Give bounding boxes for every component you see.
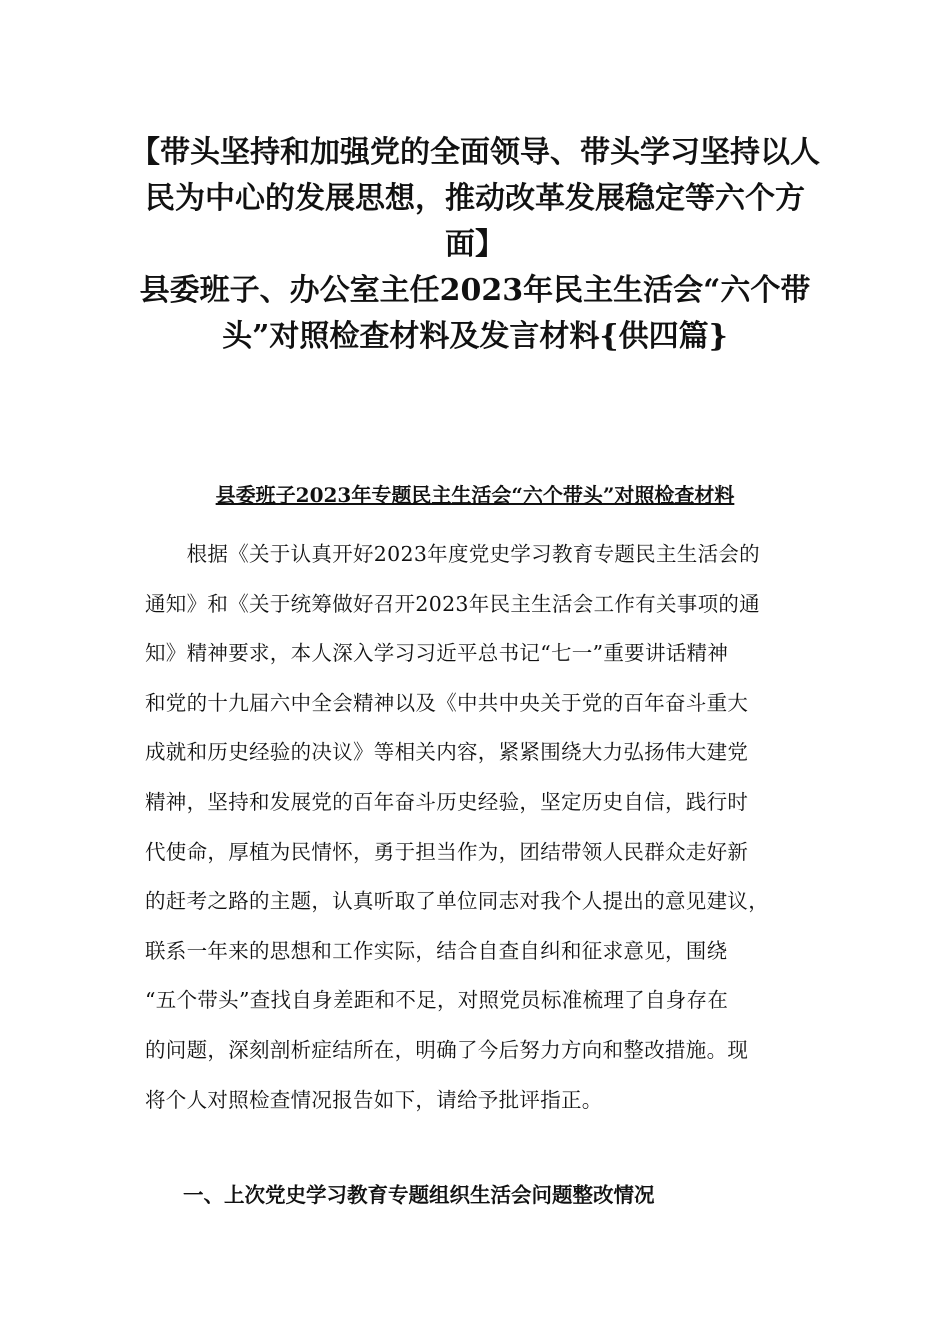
paragraph-line: 成就和历史经验的决议》等相关内容，紧紧围绕大力弘扬伟大建党 — [145, 740, 749, 765]
paragraph-line: 联系一年来的思想和工作实际，结合自查自纠和征求意见，围绕 — [145, 938, 728, 963]
paragraph-line: 和党的十九届六中全会精神以及《中共中央关于党的百年奋斗重大 — [145, 690, 749, 715]
document-title — [130, 130, 820, 360]
paragraph-line: “五个带头”查找自身差距和不足，对照党员标准梳理了自身存在 — [145, 988, 729, 1013]
paragraph-line: 根据《关于认真开好2023年度党史学习教育专题民主生活会的 — [145, 542, 760, 566]
paragraph-line: 将个人对照检查情况报告如下，请给予批评指正。 — [145, 1087, 603, 1112]
paragraph-line: 的问题，深刻剖析症结所在，明确了今后努力方向和整改措施。现 — [145, 1037, 749, 1062]
body-paragraph — [145, 530, 820, 1125]
section-heading: 一、上次党史学习教育专题组织生活会问题整改情况 — [183, 1183, 655, 1207]
title-line: 【带头坚持和加强党的全面领导、带头学习坚持以人 — [130, 135, 820, 170]
section-subtitle: 县委班子2023年专题民主生活会“六个带头”对照检查材料 — [215, 483, 735, 507]
paragraph-line: 知》精神要求，本人深入学习习近平总书记“七一”重要讲话精神 — [145, 641, 729, 666]
paragraph-line: 精神，坚持和发展党的百年奋斗历史经验，坚定历史自信，践行时 — [145, 789, 749, 814]
paragraph-line: 的赶考之路的主题，认真听取了单位同志对我个人提出的意见建议， — [145, 889, 769, 914]
title-line: 民为中心的发展思想，推动改革发展稳定等六个方 — [145, 181, 805, 216]
title-line: 头”对照检查材料及发言材料{供四篇} — [222, 319, 728, 354]
title-line: 县委班子、办公室主任2023年民主生活会“六个带 — [139, 273, 811, 308]
paragraph-line: 通知》和《关于统筹做好召开2023年民主生活会工作有关事项的通 — [145, 591, 760, 616]
title-line: 面】 — [445, 227, 505, 262]
paragraph-line: 代使命，厚植为民情怀，勇于担当作为，团结带领人民群众走好新 — [145, 839, 749, 864]
